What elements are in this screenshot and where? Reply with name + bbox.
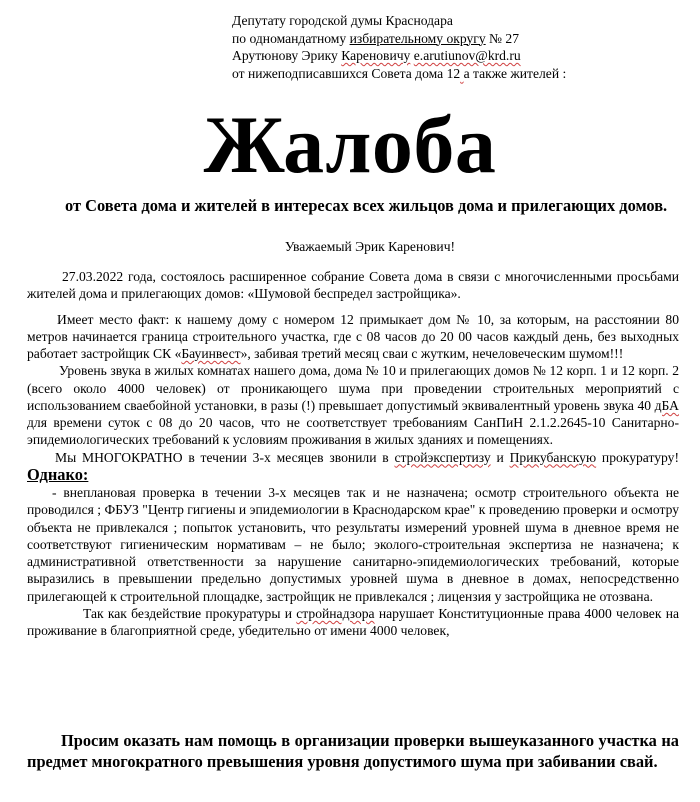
company-name: Бауинвест xyxy=(181,346,241,361)
addressee-line-2 xyxy=(232,30,692,48)
paragraph-calls-text-1: Мы МНОГОКРАТНО в течении 3-х месяцев звонили в xyxy=(55,449,395,465)
paragraph-noise-text-2: для времени суток с 08 до 20 часов, что не соответствует требованиям СанПиН 2.1.2.2645-10 Санитарно-эпидемиологических требований к условиям проживания в жилых зданиях и помещениях. xyxy=(27,415,679,448)
document-title: Жалоба xyxy=(203,99,497,190)
complaint-body xyxy=(27,268,679,639)
addressee-name-first: Арутюнову Эрику xyxy=(232,48,342,63)
paragraph-fact-text-2: », забивая третий месяц сваи с жутким, нечеловеческим шумом!!! xyxy=(240,346,624,361)
addressee-from-prefix: от нижеподписавшихся Совета дома xyxy=(232,65,447,81)
paragraph-calls xyxy=(27,449,679,485)
paragraph-meeting: 27.03.2022 года, состоялось расширенное собрание Совета дома в связи с многочисленными просьбами жителей дома и прилегающих домов: «Шумовой беспредел застройщика». xyxy=(27,269,679,302)
addressee-line-3 xyxy=(232,47,692,65)
addressee-house-number: 12 xyxy=(446,65,461,81)
closing-request: Просим оказать нам помощь в организации проверки вышеуказанного участка на предмет многократного превышения уровня допустимого шума при забивании свай. xyxy=(27,731,679,771)
addressee-district-underlined: избирательному округу xyxy=(349,30,486,46)
org-prosecutor: Прикубанскую xyxy=(509,449,597,465)
document-subtitle: от Совета дома и жителей в интересах всех жильцов дома и прилегающих домов. xyxy=(65,196,668,215)
paragraph-rights xyxy=(27,605,679,640)
paragraph-fact-text-1: Имеет место факт: к нашему дому с номером 12 примыкает дом № 10, за которым, на расстоянии 80 метров начинается граница строительного участка, где с 08 часов до 20 00 часов каждый день, без выходных работает застройщик СК « xyxy=(27,311,679,361)
addressee-title: Депутату городской думы Краснодара xyxy=(232,13,453,28)
noise-unit: дБА xyxy=(654,397,679,413)
paragraph-noise-level xyxy=(27,362,679,448)
addressee-line-4 xyxy=(232,65,692,83)
addressee-block xyxy=(232,12,692,82)
org-expertise: стройэкспертизу xyxy=(394,449,491,465)
paragraph-fact xyxy=(27,311,679,363)
paragraph-noise-text-1: Уровень звука в жилых комнатах нашего дома, дома № 10 и прилегающих домов № 12 корп. 1 и 12 корп. 2 (всего около 4000 человек) от проникающего шума при проведении строительных мероприятий с использованием сваебойной установки, в разы (!) превышает допустимый эквивалентный уровень звука 40 xyxy=(27,363,679,413)
addressee-line-1 xyxy=(232,12,692,30)
paragraph-rights-text-1: Так как бездействие прокуратуры и xyxy=(83,605,297,621)
paragraph-calls-conjunction: и xyxy=(490,449,510,465)
addressee-district-number: № 27 xyxy=(485,30,520,46)
addressee-email: e.arutiunov@krd.ru xyxy=(413,48,521,63)
addressee-from-suffix: а также жителей : xyxy=(463,65,567,81)
paragraph-calls-text-2: прокуратуру! xyxy=(596,449,679,465)
org-construction-supervision: стройнадзора xyxy=(296,605,375,621)
addressee-district-prefix: по одномандатному xyxy=(232,30,350,46)
paragraph-rights-text-2: нарушает Конституционные права 4000 человек на проживание в благоприятной среде, убедительно от имени 4000 человек, xyxy=(27,605,679,638)
however-heading: Однако: xyxy=(27,464,89,484)
paragraph-inaction-list: - внеплановая проверка в течении 3-х месяцев так и не назначена; осмотр строительного объекта не проводился ; ФБУЗ "Центр гигиены и эпидемиологии в Краснодарском крае" к проведению проверки и осмотру объекта не привлекался ; попыток установить, что результаты измерений уровней шума в дневное время не соответствуют гигиеническим нормативам – не было; эколого-строительная экспертиза не назначена; к административной ответственности за нарушение санитарно-эпидемиологических требований, которые выразились в превышении предельно допустимых уровней шума в дневное в домах, непосредственно прилегающей к строительной площадке, застройщик не привлекался ; лицензия у застройщика не отозвана. xyxy=(27,485,679,604)
addressee-name-patronymic: Кареновичу xyxy=(341,48,411,63)
greeting: Уважаемый Эрик Каренович! xyxy=(284,239,456,254)
